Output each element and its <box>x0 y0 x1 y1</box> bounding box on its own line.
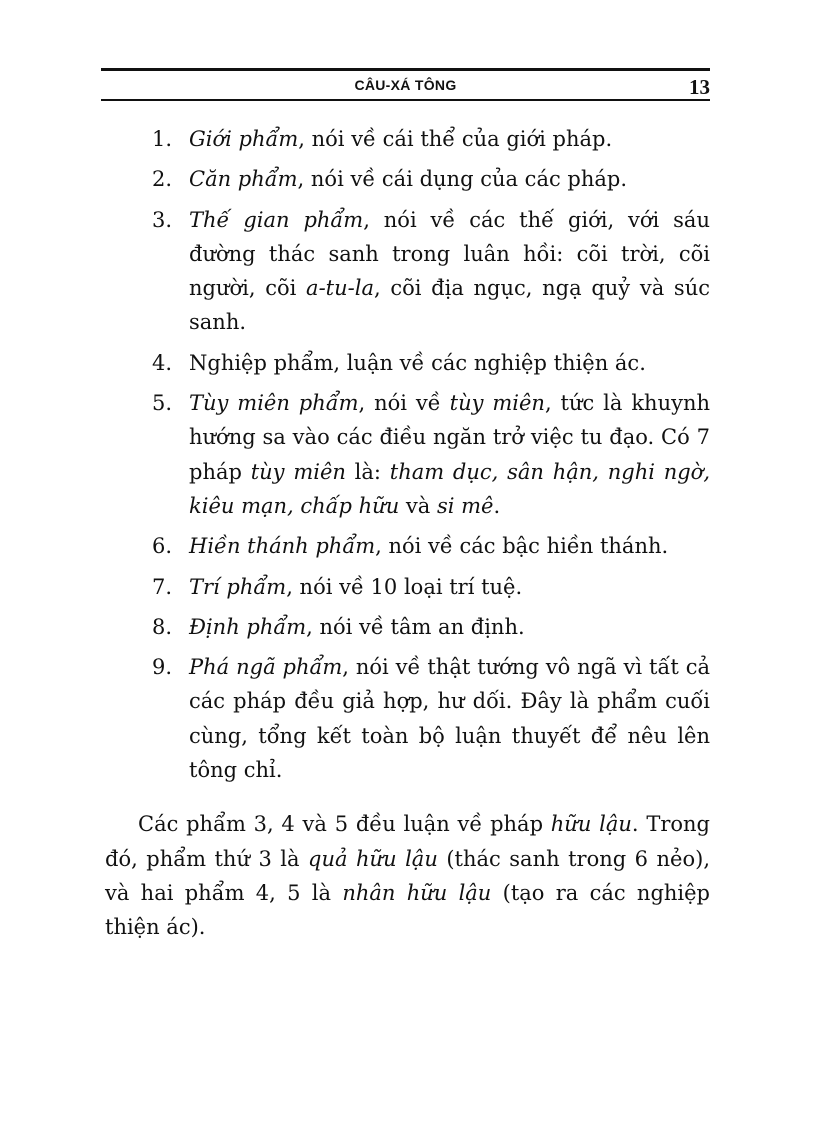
paragraph-text: . Trong đó, phẩm thứ 3 là <box>105 812 710 871</box>
list-item-text <box>189 162 710 196</box>
list-item-text <box>189 650 710 787</box>
list-item-text <box>189 122 710 156</box>
list-item-description: , nói về cái dụng của các pháp. <box>297 167 628 192</box>
list-item-number: 3. <box>152 207 173 232</box>
list-item-number: 1. <box>152 127 173 151</box>
list-item-number: 5. <box>152 391 173 416</box>
list-item-description: . <box>493 493 501 518</box>
list-item-number: 6. <box>152 534 173 559</box>
list-item-description: là: <box>345 459 390 484</box>
page-number: 13 <box>689 75 710 99</box>
list-item <box>105 203 710 340</box>
list-item <box>105 122 710 156</box>
paragraph-text: Các phẩm 3, 4 và 5 đều luận về pháp <box>138 812 551 837</box>
list-item-description: , cõi địa ngục, ngạ quỷ và súc sanh. <box>189 276 710 335</box>
list-item-description: , tức là khuynh hướng sa vào các điều ngăn trở việc tu đạo. Có 7 pháp <box>189 391 711 484</box>
list-item-text <box>189 610 710 644</box>
chapter-name: Tùy miên phẩm <box>189 391 359 416</box>
chapter-name: Phá ngã phẩm <box>189 655 343 680</box>
paragraph-text: (thác sanh trong 6 nẻo), và hai phẩm 4, 5 là <box>105 846 710 905</box>
list-item <box>105 346 710 380</box>
italic-term: tùy miên <box>449 391 545 416</box>
chapter-name: Thế gian phẩm <box>189 207 364 232</box>
list-item-text <box>189 203 710 340</box>
list-item-description: , nói về các bậc hiền thánh. <box>375 534 669 559</box>
italic-term: hữu lậu <box>550 812 632 837</box>
chapter-name: Căn phẩm <box>189 167 298 192</box>
list-item-number: 8. <box>152 614 173 639</box>
chapter-name: Định phẩm <box>189 614 307 639</box>
list-item-text <box>189 386 710 523</box>
header-bottom-rule <box>101 99 710 101</box>
chapter-name: Hiền thánh phẩm <box>189 534 376 559</box>
list-item-number: 4. <box>152 350 173 375</box>
list-item <box>105 610 710 644</box>
list-item-description: , nói về thật tướng vô ngã vì tất cả các pháp đều giả hợp, hư dối. Đây là phẩm cuối cùng, tổng kết toàn bộ luận thuyết để nêu lên tông chỉ. <box>189 655 710 783</box>
list-item-text: Nghiệp phẩm, luận về các nghiệp thiện ác. <box>189 350 646 375</box>
chapter-name: Giới phẩm <box>189 127 299 151</box>
page-body <box>105 122 710 945</box>
paragraph-text: (tạo ra các nghiệp thiện ác). <box>105 880 710 940</box>
running-header <box>101 68 710 102</box>
list-item <box>105 570 710 604</box>
list-item-number: 9. <box>152 655 173 680</box>
list-item-description: , nói về <box>358 391 450 416</box>
list-item <box>105 162 710 196</box>
list-item-description: , nói về 10 loại trí tuệ. <box>286 574 523 599</box>
italic-term: tùy miên <box>250 459 346 484</box>
list-item-text <box>189 529 710 563</box>
list-item <box>105 529 710 563</box>
list-item-description: , nói về tâm an định. <box>306 614 525 639</box>
list-item-number: 2. <box>152 167 173 192</box>
header-title: CÂU-XÁ TÔNG <box>354 77 457 93</box>
list-item-description: , nói về cái thể của giới pháp. <box>298 127 613 151</box>
chapter-name: Trí phẩm <box>189 574 287 599</box>
chapter-list <box>105 122 710 787</box>
italic-term: a-tu-la <box>306 276 374 301</box>
italic-term: quả hữu lậu <box>308 846 438 871</box>
closing-paragraph <box>105 807 710 944</box>
list-item-description: và <box>399 493 437 518</box>
list-item <box>105 650 710 787</box>
italic-term: tham dục, sân hận, nghi ngờ, kiêu mạn, chấp hữu <box>189 459 710 518</box>
header-top-rule <box>101 68 710 71</box>
list-item-description: , nói về các thế giới, với sáu đường thác sanh trong luân hồi: cõi trời, cõi người, cõi <box>189 207 710 301</box>
italic-term: nhân hữu lậu <box>342 880 492 905</box>
list-item-number: 7. <box>152 574 173 599</box>
list-item <box>105 386 710 523</box>
list-item-text <box>189 570 710 604</box>
italic-term: si mê <box>436 493 494 518</box>
